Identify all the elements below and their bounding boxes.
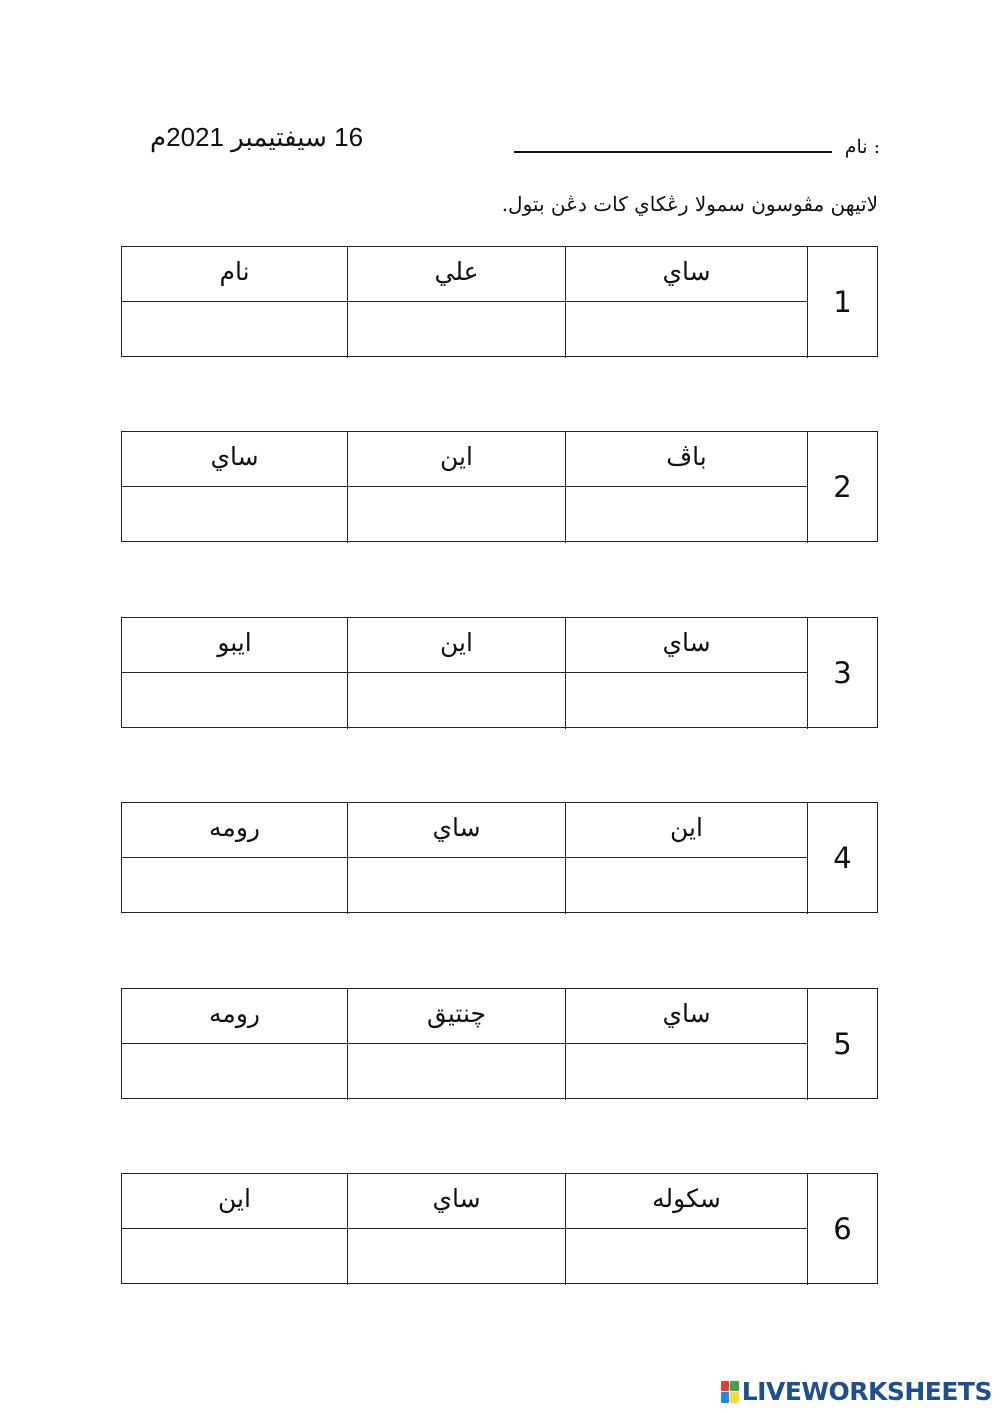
question-number: 5 [833,1026,852,1061]
question-4 [121,802,878,913]
logo-square-red [721,1381,730,1392]
word-cell: علي [348,247,566,302]
question-3 [121,617,878,728]
answer-cell[interactable] [566,673,808,729]
answer-cell[interactable] [122,302,348,358]
word-cell: ساي [348,803,566,858]
answer-cell[interactable] [348,487,566,543]
question-6 [121,1173,878,1284]
question-grid [122,432,808,541]
word-cell: اين [348,618,566,673]
word-cell: اين [348,432,566,487]
question-number: 6 [833,1211,852,1246]
question-grid [122,618,808,727]
question-number: 4 [833,840,852,875]
word-cell: اين [122,1174,348,1229]
question-grid [122,989,808,1098]
question-grid [122,803,808,912]
word-cell: ساي [348,1174,566,1229]
answer-cell[interactable] [566,1229,808,1285]
logo-square-yellow [730,1392,739,1403]
word-cell: رومه [122,989,348,1044]
worksheet-date: 16 سيفتيمبر 2021م [150,122,364,152]
name-underline[interactable] [514,127,832,153]
answer-cell[interactable] [566,302,808,358]
answer-cell[interactable] [348,1229,566,1285]
answer-cell[interactable] [348,1044,566,1100]
word-cell: چنتيق [348,989,566,1044]
liveworksheets-logo-icon [721,1381,739,1403]
answer-cell[interactable] [566,1044,808,1100]
word-cell: ايبو [122,618,348,673]
answer-cell[interactable] [122,1229,348,1285]
answer-cell[interactable] [566,858,808,914]
name-field [514,127,880,158]
word-cell: باڤ [566,432,808,487]
question-number: 2 [833,469,852,504]
word-cell: سكوله [566,1174,808,1229]
question-number: 1 [833,284,852,319]
answer-cell[interactable] [348,302,566,358]
answer-cell[interactable] [566,487,808,543]
question-2 [121,431,878,542]
word-cell: اين [566,803,808,858]
word-cell: نام [122,247,348,302]
word-cell: رومه [122,803,348,858]
question-1 [121,246,878,357]
liveworksheets-brand [721,1377,992,1406]
word-cell: ساي [566,247,808,302]
word-cell: ساي [122,432,348,487]
instruction-text: لاتيهن مڤوسون سمولا رڠكاي كات دڠن بتول. [501,192,878,216]
answer-cell[interactable] [122,673,348,729]
logo-square-green [730,1381,739,1392]
answer-cell[interactable] [122,487,348,543]
answer-cell[interactable] [348,673,566,729]
answer-cell[interactable] [348,858,566,914]
question-number: 3 [833,655,852,690]
word-cell: ساي [566,618,808,673]
question-grid [122,247,808,356]
logo-square-blue [721,1392,730,1403]
word-cell: ساي [566,989,808,1044]
name-label: نام : [844,136,880,158]
question-5 [121,988,878,1099]
answer-cell[interactable] [122,858,348,914]
answer-cell[interactable] [122,1044,348,1100]
brand-name: LIVEWORKSHEETS [741,1377,992,1406]
question-grid [122,1174,808,1283]
